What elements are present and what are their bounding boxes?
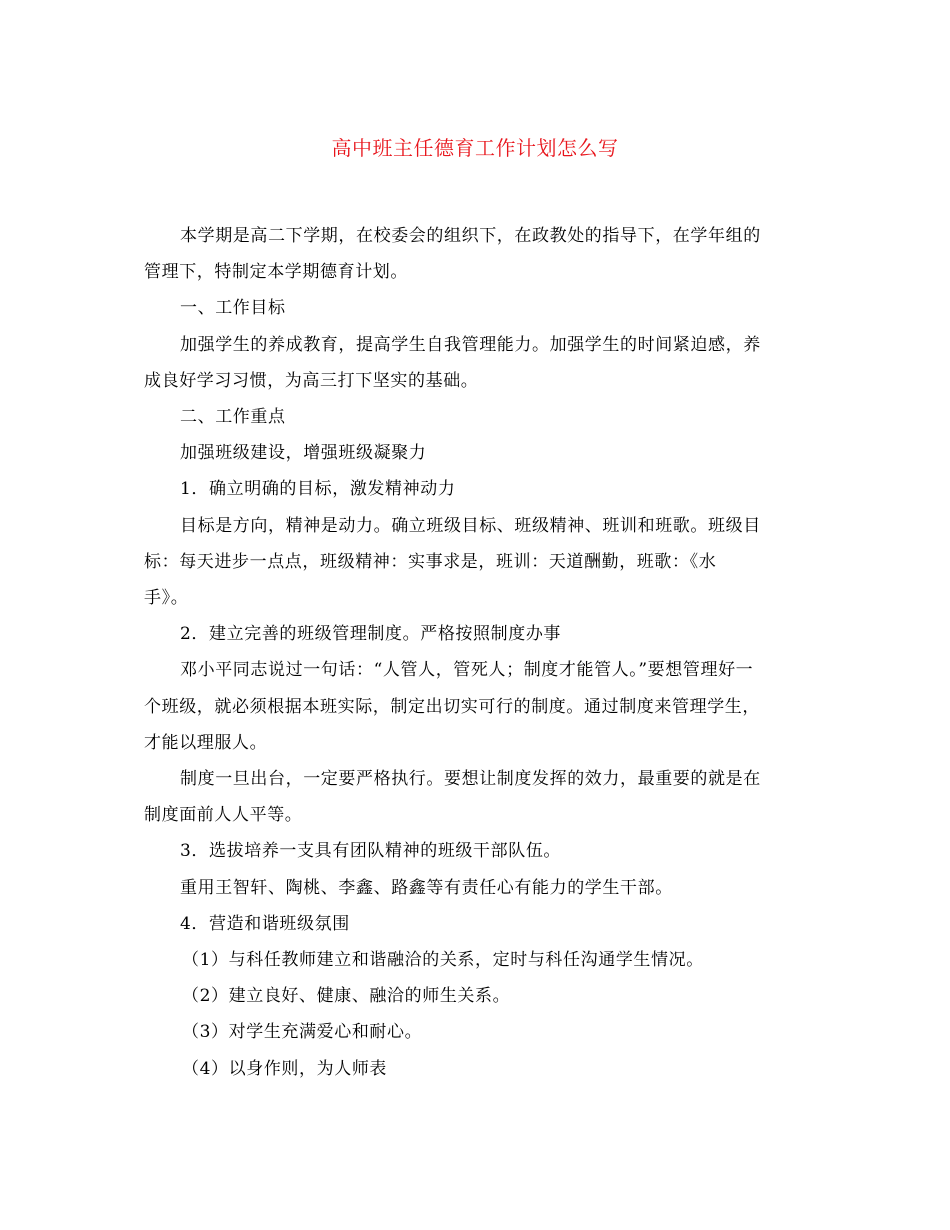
paragraph-goal bbox=[144, 327, 796, 399]
text-line: 手》。 bbox=[144, 588, 189, 609]
text-line: 个班级，就必须根据本班实际，制定出切实可行的制度。通过制度来管理学生， bbox=[144, 696, 760, 717]
item-4-heading bbox=[144, 906, 796, 942]
text-line: 本学期是高二下学期，在校委会的组织下，在政教处的指导下，在学年组的 bbox=[180, 226, 761, 246]
text-line: 成良好学习习惯，为高三打下坚实的基础。 bbox=[144, 370, 479, 391]
text-line: 1．确立明确的目标，激发精神动力 bbox=[180, 479, 456, 500]
text-line: 邓小平同志说过一句话：“人管人，管死人；制度才能管人。”要想管理好一 bbox=[180, 660, 754, 681]
text-line: 一、工作目标 bbox=[180, 298, 286, 319]
text-line: 制度一旦出台，一定要严格执行。要想让制度发挥的效力，最重要的就是在 bbox=[180, 769, 761, 790]
paragraph-class-building bbox=[144, 435, 796, 471]
item-1-heading bbox=[144, 471, 796, 507]
text-line: 4．营造和谐班级氛围 bbox=[180, 913, 350, 934]
item-3-heading bbox=[144, 833, 796, 869]
text-line: 3．选拔培养一支具有团队精神的班级干部队伍。 bbox=[180, 841, 562, 862]
subitem-4-4 bbox=[144, 1051, 796, 1087]
text-line: 管理下，特制定本学期德育计划。 bbox=[144, 262, 408, 283]
text-line: 二、工作重点 bbox=[180, 407, 286, 428]
subitem-4-3 bbox=[144, 1014, 796, 1050]
text-line: 才能以理服人。 bbox=[144, 732, 268, 753]
text-line: （2）建立良好、健康、融洽的师生关系。 bbox=[182, 986, 511, 1007]
subitem-4-2 bbox=[144, 978, 796, 1014]
text-line: （3）对学生充满爱心和耐心。 bbox=[182, 1022, 423, 1043]
paragraph-item-2a bbox=[144, 652, 796, 761]
text-line: 标：每天进步一点点，班级精神：实事求是，班训：天道酬勤，班歌：《水 bbox=[144, 551, 717, 572]
text-line: 2．建立完善的班级管理制度。严格按照制度办事 bbox=[180, 624, 562, 645]
item-2-heading bbox=[144, 616, 796, 652]
document-title: 高中班主任德育工作计划怎么写 bbox=[331, 136, 619, 160]
text-line: 加强班级建设，增强班级凝聚力 bbox=[180, 443, 427, 464]
text-line: 重用王智轩、陶桃、李鑫、路鑫等有责任心有能力的学生干部。 bbox=[180, 877, 673, 898]
text-line: 制度面前人人平等。 bbox=[144, 805, 303, 826]
text-line: 加强学生的养成教育，提高学生自我管理能力。加强学生的时间紧迫感，养 bbox=[180, 334, 761, 355]
paragraph-intro bbox=[144, 218, 796, 290]
paragraph-item-2b bbox=[144, 761, 796, 833]
text-line: （1）与科任教师建立和谐融洽的关系，定时与科任沟通学生情况。 bbox=[182, 950, 704, 971]
document-body bbox=[144, 218, 796, 1087]
paragraph-item-1 bbox=[144, 508, 796, 617]
text-line: （4）以身作则，为人师表 bbox=[182, 1058, 388, 1079]
subitem-4-1 bbox=[144, 942, 796, 978]
paragraph-item-3 bbox=[144, 870, 796, 906]
heading-work-goal bbox=[144, 290, 796, 326]
heading-work-focus bbox=[144, 399, 796, 435]
text-line: 目标是方向，精神是动力。确立班级目标、班级精神、班训和班歌。班级目 bbox=[180, 515, 761, 536]
